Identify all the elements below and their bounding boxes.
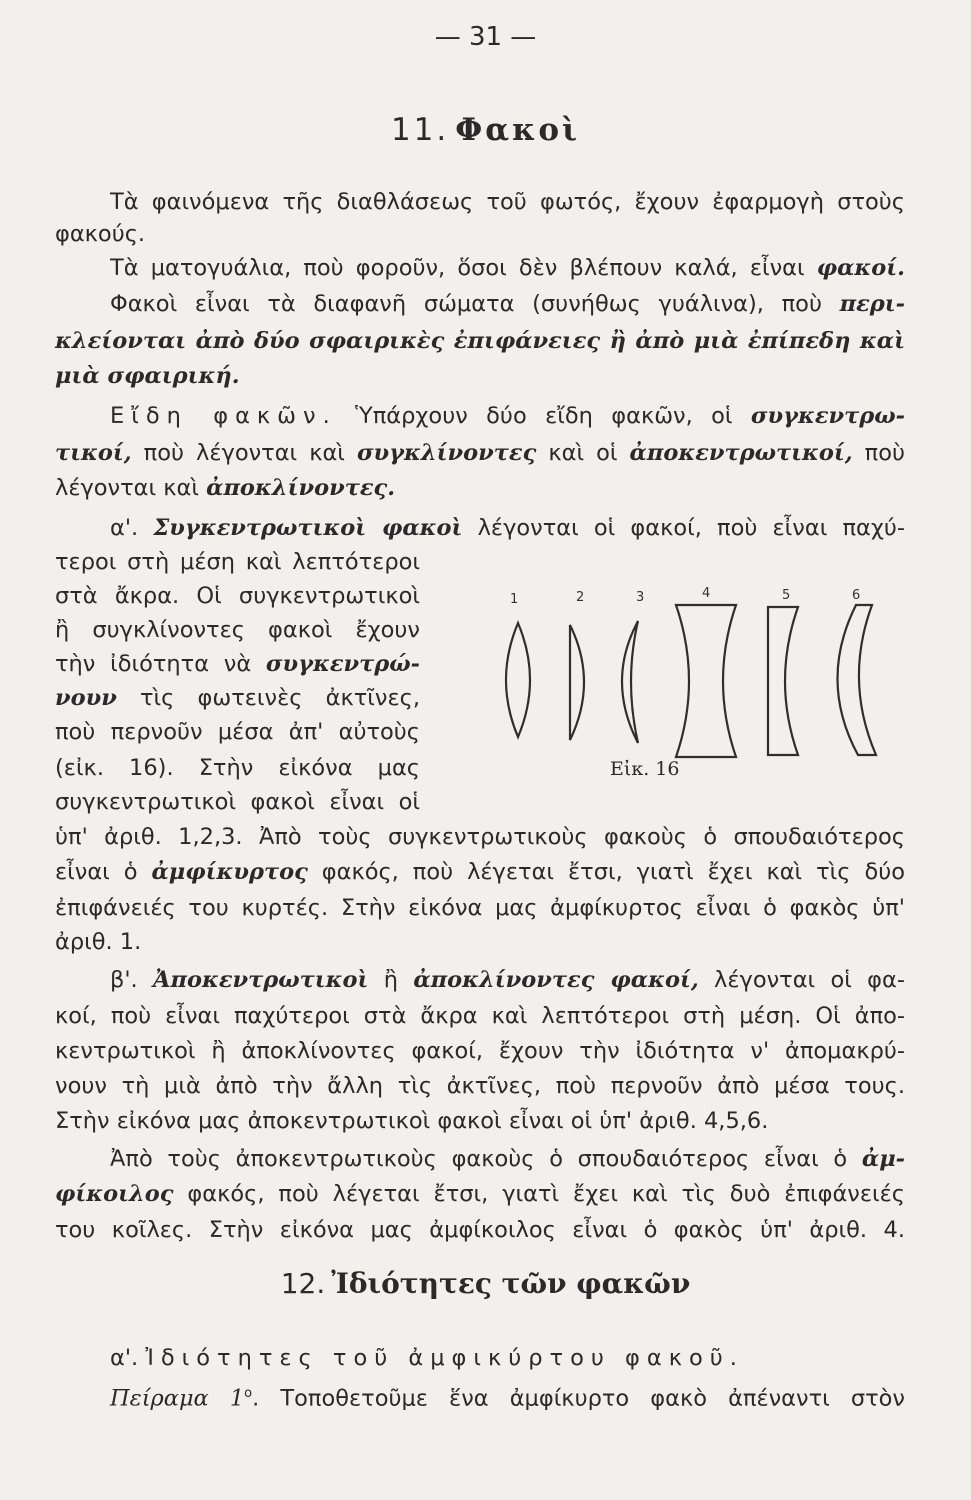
lens-label-2: 2: [576, 590, 585, 605]
experiment-text: Τοποθετοῦμε ἕνα ἀμφίκυρτο φακὸ ἀπέναντι στὸν: [259, 1385, 905, 1412]
p5-line-4: ἢ συγκλίνοντες φακοὶ ἔχουν: [55, 617, 420, 643]
p5-term-converging-lenses: Συγκεντρωτικοὶ φακοὶ: [153, 515, 463, 541]
p7-line-2: [55, 1178, 905, 1210]
p6-text: λέγονται οἱ φα-: [698, 967, 905, 993]
p6-line-3: κεντρωτικοὶ ἢ ἀποκλίνοντες φακοί, ἔχουν τὴν ἰδιότητα ν' ἀπομακρύ-: [55, 1038, 905, 1064]
p5-line-12: ἐπιφάνειές του κυρτές. Στὴν εἰκόνα μας ἀμφίκυρτος εἶναι ὁ φακὸς ὑπ': [55, 895, 905, 921]
p6-or: ἢ: [368, 967, 414, 993]
subheading-a-marker: α'.: [110, 1345, 146, 1371]
lens-6-meniscus: [837, 605, 876, 755]
p1-line-2: φακούς.: [55, 221, 146, 247]
p4-line-2: [55, 437, 905, 469]
lens-1-biconvex: [506, 623, 530, 737]
p4-term-a: τικοί,: [55, 440, 132, 466]
p4-term-h: ἀποκλίνοντες.: [206, 475, 396, 501]
p5-line-3: στὰ ἄκρα. Οἱ συγκεντρωτικοὶ: [55, 583, 420, 609]
p5-line-1: [55, 512, 905, 544]
lens-label-4: 4: [702, 586, 711, 601]
subheading-a: [55, 1342, 744, 1374]
p2-text: Τὰ ματογυάλια, ποὺ φοροῦν, ὅσοι δὲν βλέπουν καλά, εἶναι: [110, 255, 817, 281]
section-12-number: 12.: [280, 1267, 326, 1300]
subheading-a-text: Ἰδιότητες τοῦ ἀμφικύρτου φακοῦ.: [145, 1345, 744, 1371]
p4-text-f: ποὺ: [852, 440, 906, 466]
p4-term-c: συγκλίνοντες: [356, 440, 537, 466]
p7-text: Ἀπὸ τοὺς ἀποκεντρωτικοὺς φακοὺς ὁ σπουδαιότερος εἶναι ὁ: [110, 1146, 862, 1172]
lens-label-6: 6: [852, 588, 861, 603]
experiment-line: [55, 1378, 905, 1415]
p5-marker: α'.: [110, 515, 154, 541]
lens-figure: [488, 585, 898, 800]
page-number: — 31 —: [434, 22, 537, 52]
p5-line-7: ποὺ περνοῦν μέσα ἀπ' αὐτοὺς: [55, 719, 420, 745]
p7-term-biconcave: φίκοιλος: [55, 1181, 174, 1207]
p4-line-1: [55, 400, 905, 432]
p4-text-g: λέγονται καὶ: [55, 475, 207, 501]
p3-line-3: μιὰ σφαιρική.: [55, 363, 240, 389]
experiment-sup: ο: [244, 1386, 253, 1401]
p3-line-2: κλείονται ἀπὸ δύο σφαιρικὲς ἐπιφάνειες ἢ ἀπὸ μιὰ ἐπίπεδη καὶ: [55, 328, 905, 354]
lens-5-planoconcave: [768, 607, 798, 755]
lens-2-planoconvex: [570, 625, 584, 740]
p5-line-6: [55, 682, 420, 714]
p4-term-converging: συγκεντρω-: [750, 403, 905, 429]
experiment-label: Πείραμα 1: [110, 1385, 245, 1412]
p5-line-11: [55, 856, 905, 888]
p5-line-2: τεροι στὴ μέση καὶ λεπτότεροι: [55, 549, 420, 575]
p4-term-e: ἀποκεντρωτικοί,: [629, 440, 853, 466]
lens-label-5: 5: [782, 588, 791, 603]
p6-marker: β'.: [110, 967, 154, 993]
p6-term-diverging-2: ἀποκλίνοντες φακοί,: [413, 967, 699, 993]
section-12-heading: [0, 1267, 971, 1300]
lens-label-1: 1: [510, 592, 519, 607]
lens-3-meniscus: [622, 621, 638, 743]
p5-line-5: [55, 648, 420, 680]
p5-text-11c: φακός, ποὺ λέγεται ἔτσι, γιατὶ ἔχει καὶ τὶς δύο: [307, 859, 905, 885]
p7-text-2: φακός, ποὺ λέγεται ἔτσι, γιατὶ ἔχει καὶ τὶς δυὸ ἐπιφάνειές: [173, 1181, 905, 1207]
p2-line-1: [55, 252, 905, 284]
p2-term-lenses: φακοί.: [816, 255, 905, 281]
p5-text-5a: τὴν ἰδιότητα νὰ: [55, 651, 266, 677]
p5-text: λέγονται οἱ φακοί, ποὺ εἶναι παχύ-: [462, 515, 905, 541]
p4-text-b: ποὺ λέγονται καὶ: [131, 440, 357, 466]
p5-term-5b: συγκεντρώ-: [265, 651, 420, 677]
p3-term: περι-: [839, 291, 905, 317]
section-11-heading: [0, 112, 971, 148]
p4-text-d: καὶ οἱ: [536, 440, 630, 466]
p5-line-10: ὑπ' ἀριθ. 1,2,3. Ἀπὸ τοὺς συγκεντρωτικοὺς φακοὺς ὁ σπουδαιότερος: [55, 824, 905, 850]
p5-text-6b: τὶς φωτεινὲς ἀκτῖνες,: [116, 685, 420, 711]
p4-text: Ὑπάρχουν δύο εἴδη φακῶν, οἱ: [336, 403, 751, 429]
lens-4-biconcave: [676, 605, 736, 757]
p5-line-9: συγκεντρωτικοὶ φακοὶ εἶναι οἱ: [55, 789, 420, 815]
p7-line-3: του κοῖλες. Στὴν εἰκόνα μας ἀμφίκοιλος εἶναι ὁ φακὸς ὑπ' ἀριθ. 4.: [55, 1217, 905, 1243]
figure-caption: Εἰκ. 16: [610, 758, 680, 780]
p5-term-6a: νουν: [55, 685, 117, 711]
p4-line-3: [55, 472, 395, 504]
p7-term-a: ἀμ-: [861, 1146, 905, 1172]
section-11-number: 11.: [390, 112, 450, 148]
p3-line-1: [55, 288, 905, 320]
p3-text: Φακοὶ εἶναι τὰ διαφανῆ σώματα (συνήθως γυάλινα), ποὺ: [110, 291, 840, 317]
p6-line-1: [55, 964, 905, 996]
p5-line-8: (εἰκ. 16). Στὴν εἰκόνα μας: [55, 755, 420, 781]
p6-line-4: νουν τὴ μιὰ ἀπὸ τὴν ἄλλη τὶς ἀκτῖνες, ποὺ περνοῦν ἀπὸ μέσα τους.: [55, 1073, 905, 1099]
section-11-title: Φακοὶ: [455, 112, 581, 148]
p6-term-diverging: Ἀποκεντρωτικοὶ: [153, 967, 369, 993]
p5-text-11a: εἶναι ὁ: [55, 859, 152, 885]
lens-label-3: 3: [636, 590, 645, 605]
p6-line-2: κοί, ποὺ εἶναι παχύτεροι στὰ ἄκρα καὶ λεπτότεροι στὴ μέση. Οἱ ἀπο-: [55, 1003, 905, 1029]
section-12-title: Ἰδιότητες τῶν φακῶν: [331, 1267, 691, 1300]
p5-line-13: ἀριθ. 1.: [55, 929, 142, 955]
p4-kinds-heading: Εἴδη φακῶν.: [110, 403, 337, 429]
experiment-dot: .: [252, 1385, 260, 1412]
p5-term-biconvex: ἀμφίκυρτος: [151, 859, 308, 885]
p7-line-1: [55, 1143, 905, 1175]
p1-line-1: Τὰ φαινόμενα τῆς διαθλάσεως τοῦ φωτός, ἔχουν ἐφαρμογὴ στοὺς: [110, 189, 905, 215]
p6-line-5: Στὴν εἰκόνα μας ἀποκεντρωτικοὶ φακοὶ εἶναι οἱ ὑπ' ἀριθ. 4,5,6.: [55, 1108, 769, 1134]
